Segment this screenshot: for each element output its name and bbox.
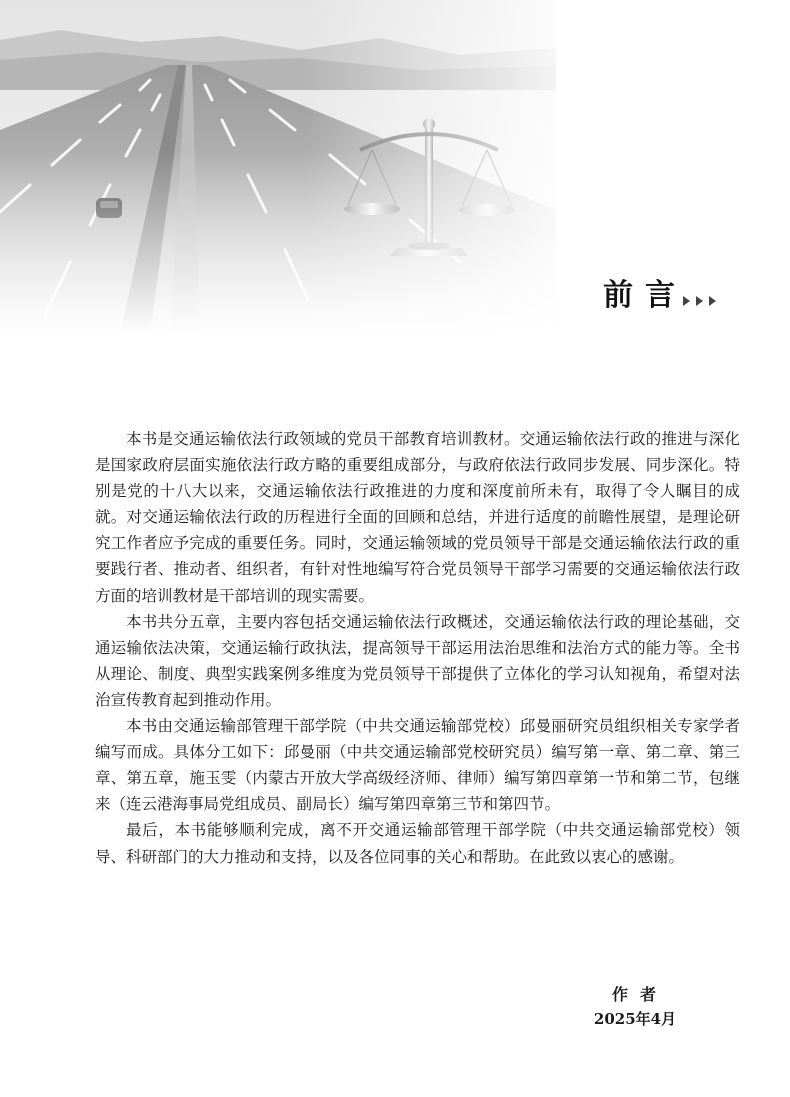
paragraph: 本书是交通运输依法行政领域的党员干部教育培训教材。交通运输依法行政的推进与深化是国家政府层面实施依法行政方略的重要组成部分，与政府依法行政同步发展、同步深化。特别是党的十八大以来，交通运输依法行政推进的力度和深度前所未有，取得了令人瞩目的成就。对交通运输依法行政的历程进行全面的回顾和总结，并进行适度的前瞻性展望，是理论研究工作者应予完成的重要任务。同时，交通运输领域的党员领导干部是交通运输依法行政的重要践行者、推动者、组织者，有针对性地编写符合党员领导干部学习需要的交通运输依法行政方面的培训教材是干部培训的现实需要。 <box>95 430 740 605</box>
arrow-icon <box>696 296 703 306</box>
author-label: 作者 <box>611 985 668 1004</box>
arrow-icon <box>709 296 716 306</box>
preface-body <box>95 426 740 870</box>
paragraph: 本书由交通运输部管理干部学院（中共交通运输部党校）邱曼丽研究员组织相关专家学者编写而成。具体分工如下：邱曼丽（中共交通运输部党校研究员）编写第一章、第二章、第三章、第五章，施玉雯（内蒙古开放大学高级经济师、律师）编写第四章第一节和第二节，包继来（连云港海事局党组成员、副局长）编写第四章第三节和第四节。 <box>95 717 740 814</box>
paragraph: 最后，本书能够顺利完成，离不开交通运输部管理干部学院（中共交通运输部党校）领导、科研部门的大力推动和支持，以及各位同事的关心和帮助。在此致以衷心的感谢。 <box>95 821 740 866</box>
signature-block <box>560 984 710 1032</box>
header-banner-image <box>0 0 556 335</box>
date-label: 2025年4月 <box>593 1010 677 1028</box>
title-arrows <box>683 296 716 306</box>
page-title: 前言 <box>603 278 687 313</box>
title-block <box>603 270 716 316</box>
paragraph: 本书共分五章，主要内容包括交通运输依法行政概述，交通运输依法行政的理论基础，交通运输依法决策，交通运输行政执法，提高领导干部运用法治思维和法治方式的能力等。全书从理论、制度、典型实践案例多维度为党员领导干部提供了立体化的学习认知视角，希望对法治宣传教育起到推动作用。 <box>95 612 740 709</box>
arrow-icon <box>683 296 690 306</box>
